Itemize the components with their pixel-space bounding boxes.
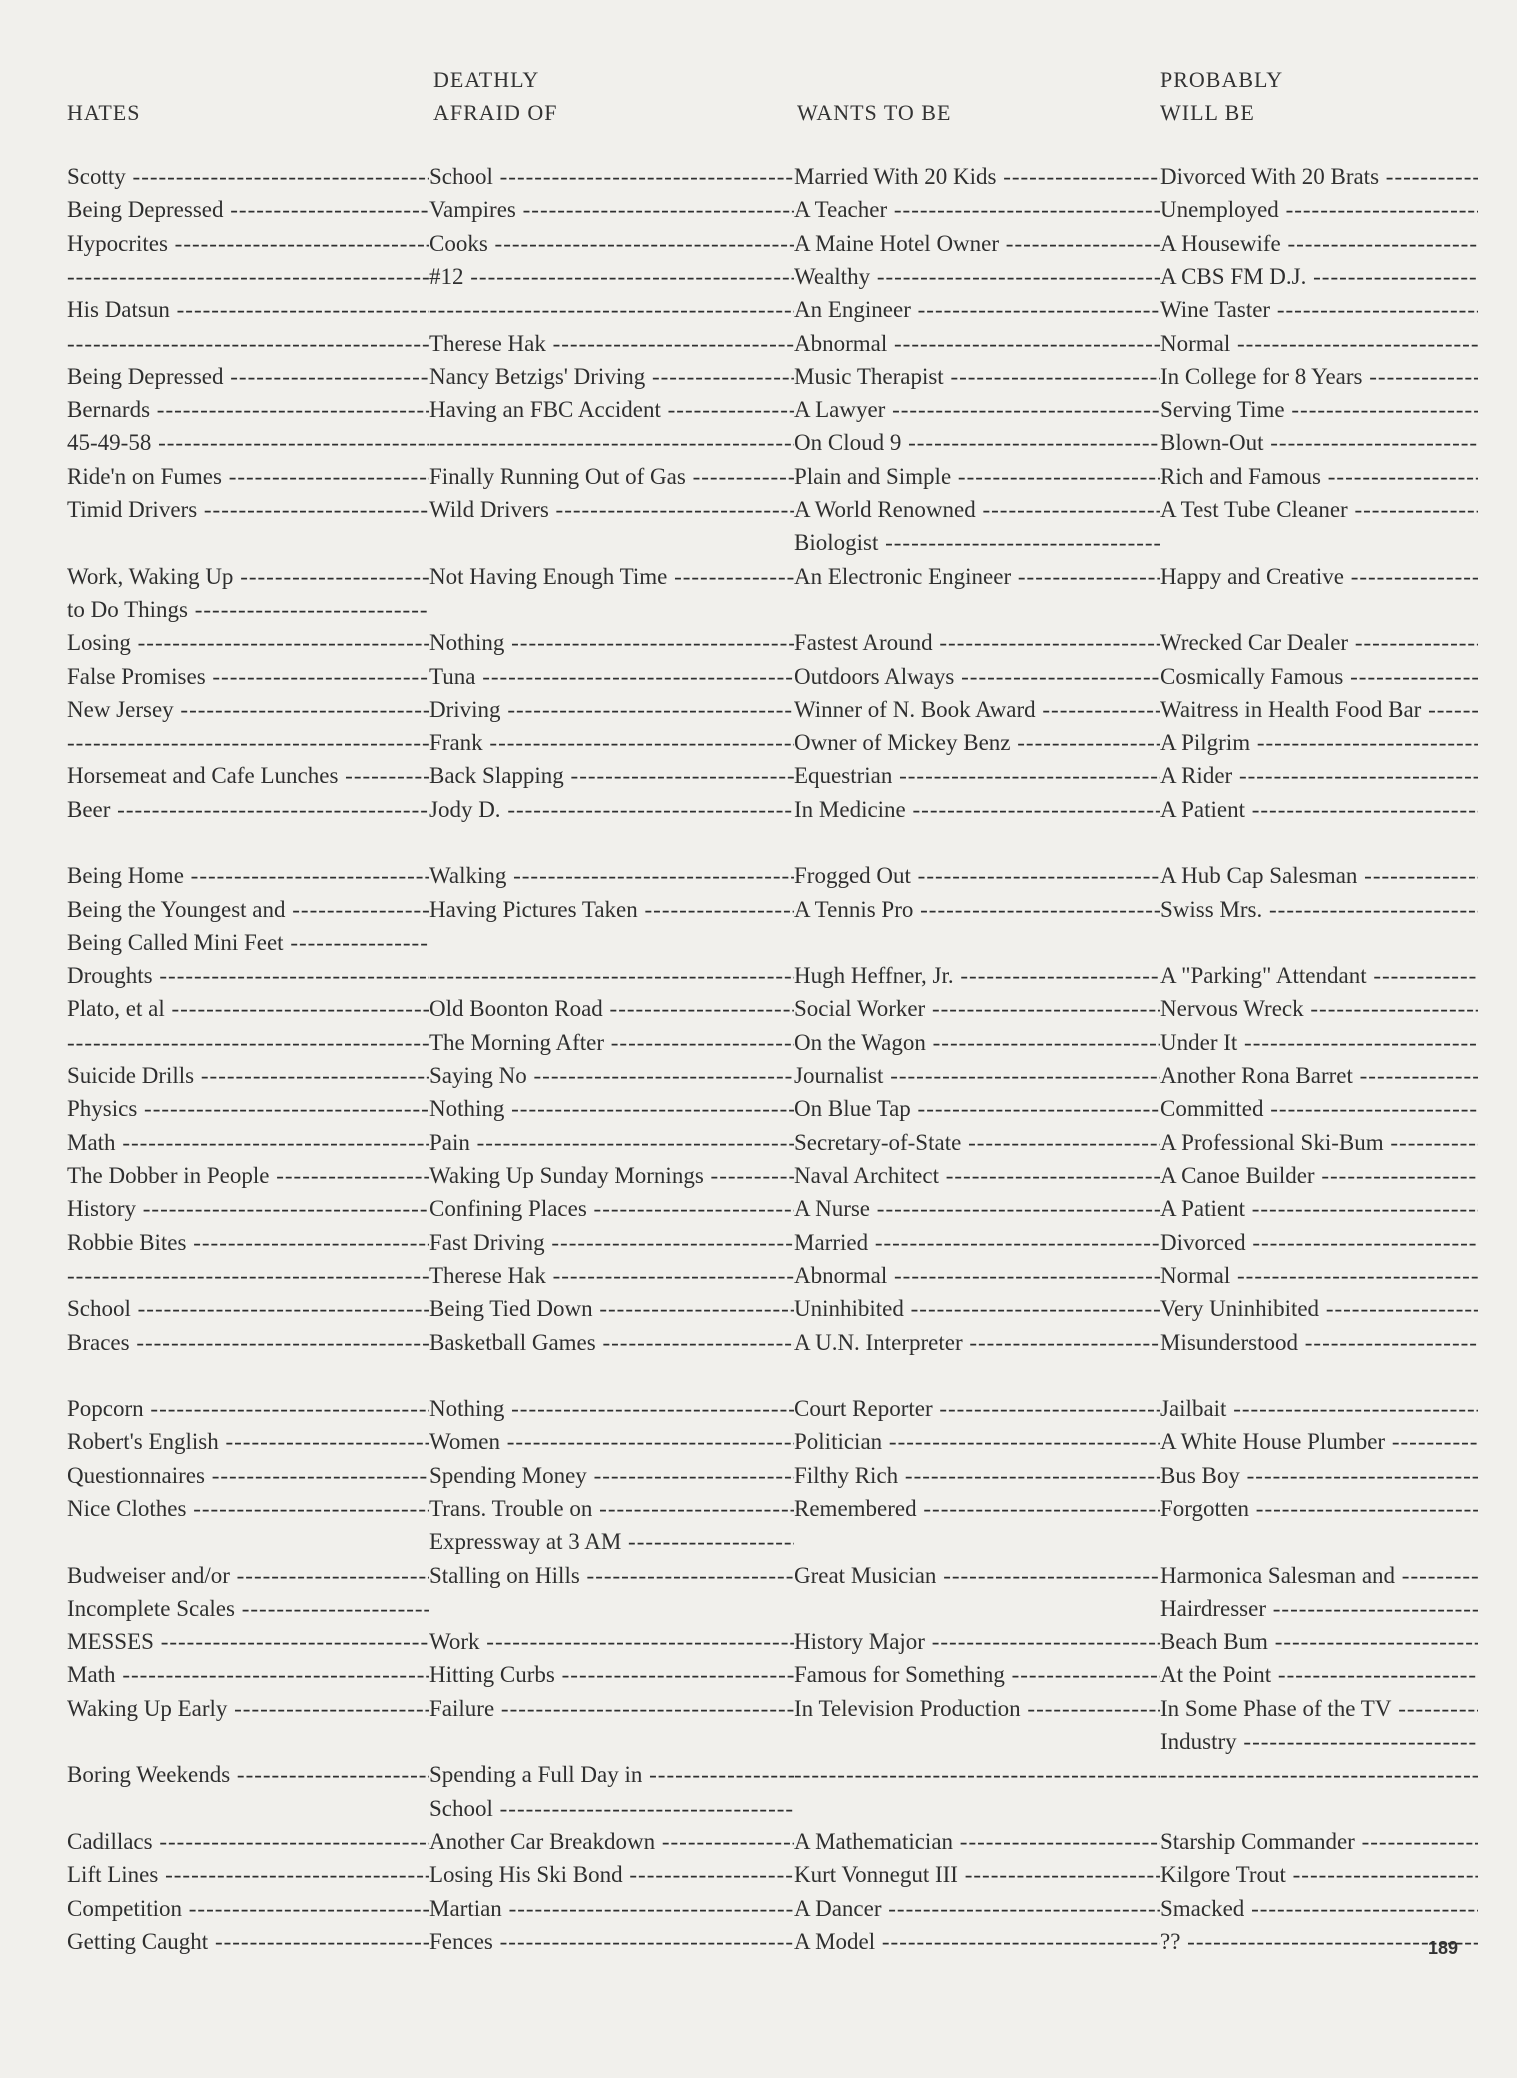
table-row [0,1758,1517,1791]
table-row [0,393,1517,426]
cell-wants-to-be: Plain and Simple ----- [794,460,1160,493]
table-row [0,460,1517,493]
cell-wants-to-be [794,1758,1160,1791]
cell-wants-to-be: Famous for Something ----- [794,1658,1160,1691]
table-row [0,992,1517,1025]
table-row [0,1825,1517,1858]
cell-hates: His Datsun ----- [67,293,429,326]
cell-hates: Timid Drivers ----- [67,493,429,526]
table-row [0,1026,1517,1059]
cell-hates: Losing ----- [67,626,429,659]
cell-probably-will-be: Wrecked Car Dealer ----- [1160,626,1478,659]
cell-hates: Physics ----- [67,1092,429,1125]
cell-probably-will-be: A Patient ----- [1160,1192,1478,1225]
cell-hates [67,260,429,293]
cell-hates [67,726,429,759]
cell-hates: Suicide Drills ----- [67,1059,429,1092]
cell-afraid-of: Pain ----- [429,1126,794,1159]
cell-hates: Droughts ----- [67,959,429,992]
cell-probably-will-be: A Test Tube Cleaner ----- [1160,493,1478,526]
table-row [0,1459,1517,1492]
table-row [0,859,1517,892]
cell-hates: New Jersey ----- [67,693,429,726]
cell-hates: Incomplete Scales ----- [67,1592,429,1625]
cell-probably-will-be: Rich and Famous ----- [1160,460,1478,493]
cell-wants-to-be: Equestrian ----- [794,759,1160,792]
cell-hates: Lift Lines ----- [67,1858,429,1891]
cell-afraid-of [429,426,794,459]
cell-hates: Being Called Mini Feet ----- [67,926,429,959]
table-row [0,1925,1517,1958]
cell-wants-to-be: Great Musician ----- [794,1559,1160,1592]
cell-afraid-of: Waking Up Sunday Mornings ----- [429,1159,794,1192]
cell-probably-will-be: Committed ----- [1160,1092,1478,1125]
cell-afraid-of: Fences ----- [429,1925,794,1958]
page-number: 189 [1428,1938,1459,1958]
cell-wants-to-be: Abnormal ----- [794,327,1160,360]
table-row [0,193,1517,226]
table-row [0,1625,1517,1658]
cell-hates: School ----- [67,1292,429,1325]
cell-hates: Budweiser and/or ----- [67,1559,429,1592]
cell-hates: Being Depressed ----- [67,360,429,393]
cell-probably-will-be: A Professional Ski-Bum ----- [1160,1126,1478,1159]
cell-hates: MESSES ----- [67,1625,429,1658]
cell-wants-to-be: Filthy Rich ----- [794,1459,1160,1492]
cell-wants-to-be: On Cloud 9 ----- [794,426,1160,459]
table-row [0,1692,1517,1725]
cell-hates [67,1259,429,1292]
cell-wants-to-be: Court Reporter ----- [794,1392,1160,1425]
cell-afraid-of: Stalling on Hills ----- [429,1559,794,1592]
table-row [0,1592,1517,1625]
cell-probably-will-be: At the Point ----- [1160,1658,1478,1691]
table-row [0,926,1517,959]
table-row [0,327,1517,360]
table-row [0,526,1517,559]
cell-hates: Questionnaires ----- [67,1459,429,1492]
cell-probably-will-be: Forgotten ----- [1160,1492,1478,1525]
cell-wants-to-be: A Nurse ----- [794,1192,1160,1225]
cell-wants-to-be: In Television Production ----- [794,1692,1160,1725]
cell-afraid-of: Women ----- [429,1425,794,1458]
cell-afraid-of: Martian ----- [429,1892,794,1925]
cell-wants-to-be: History Major ----- [794,1625,1160,1658]
cell-probably-will-be: Kilgore Trout ----- [1160,1858,1478,1891]
cell-probably-will-be: Bus Boy ----- [1160,1459,1478,1492]
cell-hates: Cadillacs ----- [67,1825,429,1858]
cell-afraid-of: Frank ----- [429,726,794,759]
cell-hates: Nice Clothes ----- [67,1492,429,1525]
cell-probably-will-be: ?? ----- [1160,1925,1478,1958]
table-row [0,1892,1517,1925]
cell-probably-will-be: In College for 8 Years ----- [1160,360,1478,393]
cell-wants-to-be: On Blue Tap ----- [794,1092,1160,1125]
cell-hates: Math ----- [67,1658,429,1691]
cell-probably-will-be: Divorced ----- [1160,1226,1478,1259]
cell-afraid-of: Saying No ----- [429,1059,794,1092]
table-row [0,160,1517,193]
cell-probably-will-be: Hairdresser ----- [1160,1592,1478,1625]
cell-hates: Boring Weekends ----- [67,1758,429,1791]
cell-probably-will-be: Nervous Wreck ----- [1160,992,1478,1025]
cell-hates: Beer ----- [67,793,429,826]
cell-hates: Horsemeat and Cafe Lunches ----- [67,759,429,792]
cell-afraid-of: The Morning After ----- [429,1026,794,1059]
header-will-be: WILL BE [1160,100,1255,125]
cell-hates: Getting Caught ----- [67,1925,429,1958]
cell-probably-will-be: Waitress in Health Food Bar ----- [1160,693,1478,726]
cell-wants-to-be: Journalist ----- [794,1059,1160,1092]
cell-afraid-of: Back Slapping ----- [429,759,794,792]
cell-wants-to-be: Owner of Mickey Benz ----- [794,726,1160,759]
cell-afraid-of: Finally Running Out of Gas ----- [429,460,794,493]
cell-wants-to-be: Biologist ----- [794,526,1160,559]
cell-probably-will-be: In Some Phase of the TV ----- [1160,1692,1478,1725]
cell-afraid-of: Therese Hak ----- [429,1259,794,1292]
cell-wants-to-be: A Mathematician ----- [794,1825,1160,1858]
table-row [0,693,1517,726]
header-probably: PROBABLY [1160,67,1284,92]
cell-wants-to-be: Politician ----- [794,1425,1160,1458]
cell-wants-to-be: Frogged Out ----- [794,859,1160,892]
cell-afraid-of: Vampires ----- [429,193,794,226]
cell-wants-to-be: Wealthy ----- [794,260,1160,293]
cell-wants-to-be: An Electronic Engineer ----- [794,560,1160,593]
cell-afraid-of: Spending a Full Day in ----- [429,1758,794,1791]
cell-probably-will-be: Swiss Mrs. ----- [1160,893,1478,926]
cell-probably-will-be: Very Uninhibited ----- [1160,1292,1478,1325]
cell-afraid-of [429,293,794,326]
table-row [0,793,1517,826]
cell-probably-will-be: Starship Commander ----- [1160,1825,1478,1858]
cell-wants-to-be: A World Renowned ----- [794,493,1160,526]
table-row [0,726,1517,759]
table-row [0,1658,1517,1691]
cell-hates: Waking Up Early ----- [67,1692,429,1725]
cell-probably-will-be: A CBS FM D.J. ----- [1160,260,1478,293]
table-row [0,360,1517,393]
cell-probably-will-be: Normal ----- [1160,327,1478,360]
cell-hates: False Promises ----- [67,660,429,693]
header-wants-to-be: WANTS TO BE [797,100,952,125]
cell-wants-to-be: Abnormal ----- [794,1259,1160,1292]
cell-hates: Bernards ----- [67,393,429,426]
cell-wants-to-be: Uninhibited ----- [794,1292,1160,1325]
cell-afraid-of: Another Car Breakdown ----- [429,1825,794,1858]
table-row [0,1192,1517,1225]
cell-wants-to-be: A Model ----- [794,1925,1160,1958]
cell-afraid-of: Work ----- [429,1625,794,1658]
cell-probably-will-be: Wine Taster ----- [1160,293,1478,326]
cell-hates [67,1026,429,1059]
table-row [0,1725,1517,1758]
cell-wants-to-be: Social Worker ----- [794,992,1160,1025]
cell-afraid-of: Not Having Enough Time ----- [429,560,794,593]
cell-afraid-of: Hitting Curbs ----- [429,1658,794,1691]
table-row [0,1326,1517,1359]
cell-probably-will-be: A White House Plumber ----- [1160,1425,1478,1458]
cell-probably-will-be: Smacked ----- [1160,1892,1478,1925]
cell-wants-to-be: A Tennis Pro ----- [794,893,1160,926]
cell-afraid-of: Walking ----- [429,859,794,892]
cell-probably-will-be: A Hub Cap Salesman ----- [1160,859,1478,892]
cell-hates: Scotty ----- [67,160,429,193]
cell-probably-will-be: A Rider ----- [1160,759,1478,792]
cell-probably-will-be: Another Rona Barret ----- [1160,1059,1478,1092]
cell-hates: Work, Waking Up ----- [67,560,429,593]
cell-afraid-of: Losing His Ski Bond ----- [429,1858,794,1891]
cell-wants-to-be: Outdoors Always ----- [794,660,1160,693]
cell-probably-will-be: A Patient ----- [1160,793,1478,826]
cell-wants-to-be: Fastest Around ----- [794,626,1160,659]
table-row [0,1559,1517,1592]
cell-probably-will-be: A "Parking" Attendant ----- [1160,959,1478,992]
table-row [0,260,1517,293]
cell-probably-will-be: Cosmically Famous ----- [1160,660,1478,693]
cell-hates: Competition ----- [67,1892,429,1925]
cell-wants-to-be: Music Therapist ----- [794,360,1160,393]
cell-afraid-of: Being Tied Down ----- [429,1292,794,1325]
cell-afraid-of: Confining Places ----- [429,1192,794,1225]
cell-wants-to-be: Married With 20 Kids ----- [794,160,1160,193]
cell-probably-will-be: Serving Time ----- [1160,393,1478,426]
cell-afraid-of: Having an FBC Accident ----- [429,393,794,426]
table-row [0,1525,1517,1558]
table-row [0,293,1517,326]
cell-probably-will-be: Normal ----- [1160,1259,1478,1292]
cell-hates: 45-49-58 ----- [67,426,429,459]
table-row [0,560,1517,593]
cell-afraid-of: Nothing ----- [429,1392,794,1425]
cell-afraid-of: Basketball Games ----- [429,1326,794,1359]
cell-probably-will-be: A Pilgrim ----- [1160,726,1478,759]
cell-wants-to-be: Naval Architect ----- [794,1159,1160,1192]
header-afraid-of: AFRAID OF [433,100,558,125]
cell-afraid-of: Fast Driving ----- [429,1226,794,1259]
cell-probably-will-be: Misunderstood ----- [1160,1326,1478,1359]
cell-probably-will-be: Beach Bum ----- [1160,1625,1478,1658]
table-row [0,893,1517,926]
cell-afraid-of: School ----- [429,160,794,193]
table-row [0,626,1517,659]
cell-probably-will-be: A Housewife ----- [1160,227,1478,260]
table-row [0,1292,1517,1325]
cell-hates: Ride'n on Fumes ----- [67,460,429,493]
header-deathly: DEATHLY [433,67,540,92]
cell-hates: Being the Youngest and ----- [67,893,429,926]
cell-hates: Being Depressed ----- [67,193,429,226]
cell-wants-to-be: A U.N. Interpreter ----- [794,1326,1160,1359]
cell-afraid-of: Driving ----- [429,693,794,726]
cell-afraid-of: Trans. Trouble on ----- [429,1492,794,1525]
cell-afraid-of: School ----- [429,1792,794,1825]
cell-afraid-of: #12 ----- [429,260,794,293]
cell-wants-to-be: Hugh Heffner, Jr. ----- [794,959,1160,992]
cell-hates: Math ----- [67,1126,429,1159]
cell-wants-to-be: Secretary-of-State ----- [794,1126,1160,1159]
cell-afraid-of: Expressway at 3 AM ----- [429,1525,794,1558]
cell-hates: Popcorn ----- [67,1392,429,1425]
cell-afraid-of: Therese Hak ----- [429,327,794,360]
header-hates: HATES [67,100,141,125]
cell-wants-to-be: A Maine Hotel Owner ----- [794,227,1160,260]
cell-afraid-of: Having Pictures Taken ----- [429,893,794,926]
cell-wants-to-be: Remembered ----- [794,1492,1160,1525]
cell-wants-to-be: A Teacher ----- [794,193,1160,226]
cell-hates: The Dobber in People ----- [67,1159,429,1192]
cell-hates: Plato, et al ----- [67,992,429,1025]
table-row [0,1492,1517,1525]
table-row [0,1059,1517,1092]
cell-wants-to-be: Married ----- [794,1226,1160,1259]
table-row [0,227,1517,260]
table-row [0,959,1517,992]
cell-probably-will-be: Under It ----- [1160,1026,1478,1059]
cell-probably-will-be: Unemployed ----- [1160,193,1478,226]
cell-probably-will-be: A Canoe Builder ----- [1160,1159,1478,1192]
cell-hates: History ----- [67,1192,429,1225]
table-row [0,593,1517,626]
cell-probably-will-be: Harmonica Salesman and ----- [1160,1559,1478,1592]
cell-wants-to-be: A Lawyer ----- [794,393,1160,426]
cell-probably-will-be: Happy and Creative ----- [1160,560,1478,593]
cell-probably-will-be: Blown-Out ----- [1160,426,1478,459]
table-row [0,1425,1517,1458]
cell-afraid-of: Tuna ----- [429,660,794,693]
cell-afraid-of: Spending Money ----- [429,1459,794,1492]
table-row [0,1092,1517,1125]
cell-wants-to-be: Kurt Vonnegut III ----- [794,1858,1160,1891]
cell-hates: Robert's English ----- [67,1425,429,1458]
table-row [0,1226,1517,1259]
cell-afraid-of: Cooks ----- [429,227,794,260]
table-row [0,660,1517,693]
cell-afraid-of: Jody D. ----- [429,793,794,826]
cell-hates: to Do Things ----- [67,593,429,626]
cell-probably-will-be: Industry ----- [1160,1725,1478,1758]
cell-afraid-of: Failure ----- [429,1692,794,1725]
cell-afraid-of: Old Boonton Road ----- [429,992,794,1025]
table-row [0,426,1517,459]
table-row [0,1126,1517,1159]
table-row [0,1159,1517,1192]
table-row [0,1392,1517,1425]
cell-probably-will-be: Divorced With 20 Brats ----- [1160,160,1478,193]
cell-probably-will-be [1160,1758,1478,1791]
table-row [0,493,1517,526]
cell-hates: Hypocrites ----- [67,227,429,260]
cell-wants-to-be: Winner of N. Book Award ----- [794,693,1160,726]
table-row [0,1259,1517,1292]
cell-afraid-of: Wild Drivers ----- [429,493,794,526]
cell-afraid-of [429,959,794,992]
table-row [0,759,1517,792]
cell-wants-to-be: On the Wagon ----- [794,1026,1160,1059]
cell-hates: Being Home ----- [67,859,429,892]
table-row [0,1858,1517,1891]
table-row [0,1792,1517,1825]
cell-afraid-of: Nothing ----- [429,1092,794,1125]
cell-wants-to-be: An Engineer ----- [794,293,1160,326]
cell-wants-to-be: In Medicine ----- [794,793,1160,826]
cell-hates [67,327,429,360]
cell-afraid-of: Nothing ----- [429,626,794,659]
cell-hates: Braces ----- [67,1326,429,1359]
cell-probably-will-be: Jailbait ----- [1160,1392,1478,1425]
cell-wants-to-be: A Dancer ----- [794,1892,1160,1925]
cell-afraid-of: Nancy Betzigs' Driving ----- [429,360,794,393]
cell-hates: Robbie Bites ----- [67,1226,429,1259]
